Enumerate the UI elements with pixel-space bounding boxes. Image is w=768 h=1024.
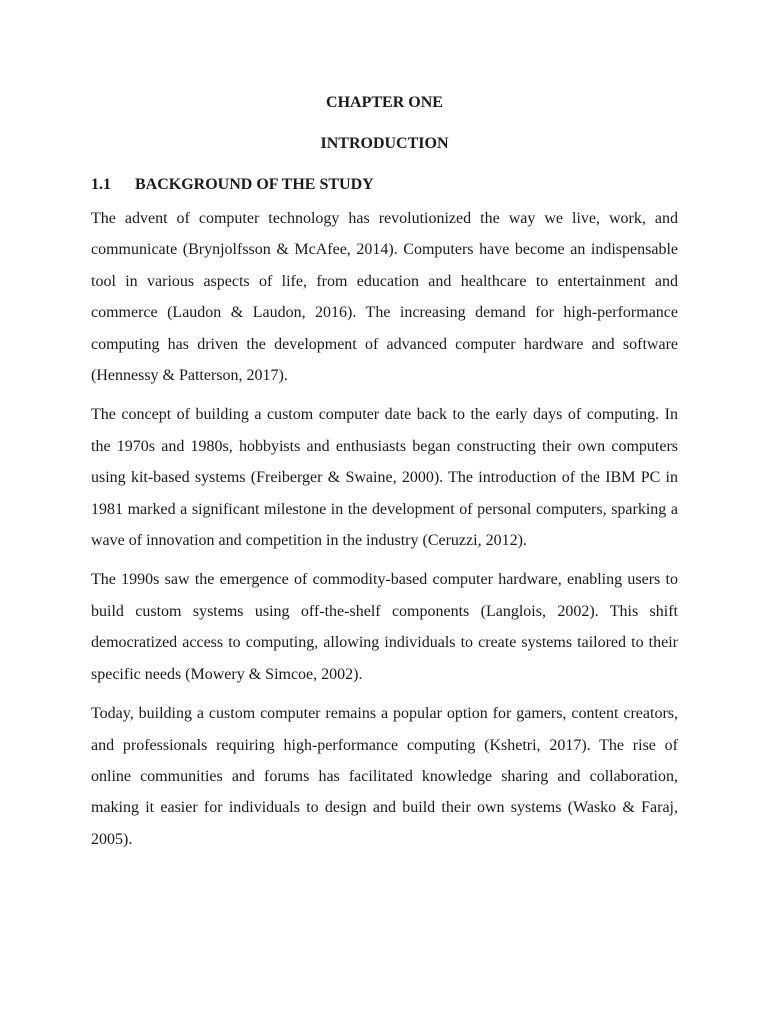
- paragraph-4: Today, building a custom computer remains a popular option for gamers, content creators, and professionals requiring high-performance computing (Kshetri, 2017). The rise of online communities and forums has facilitated knowledge sharing and collaboration, making it easier for individuals to design and build their own systems (Wasko & Faraj, 2005).: [91, 705, 678, 848]
- chapter-title: CHAPTER ONE: [326, 94, 443, 111]
- paragraph-1: The advent of computer technology has revolutionized the way we live, work, and communicate (Brynjolfsson & McAfee, 2014). Computers have become an indispensable tool in various aspects of life, from education and healthcare to entertainment and commerce (Laudon & Laudon, 2016). The increasing demand for high-performance computing has driven the development of advanced computer hardware and software (Hennessy & Patterson, 2017).: [91, 210, 678, 385]
- document-content: [91, 90, 678, 863]
- section-heading: [91, 172, 678, 198]
- section-title: BACKGROUND OF THE STUDY: [135, 176, 374, 193]
- chapter-subtitle: INTRODUCTION: [320, 135, 449, 152]
- paragraph-3: The 1990s saw the emergence of commodity-based computer hardware, enabling users to build custom systems using off-the-shelf components (Langlois, 2002). This shift democratized access to computing, allowing individuals to create systems tailored to their specific needs (Mowery & Simcoe, 2002).: [91, 571, 678, 683]
- paragraph-2: The concept of building a custom computer date back to the early days of computing. In the 1970s and 1980s, hobbyists and enthusiasts began constructing their own computers using kit-based systems (Freiberger & Swaine, 2000). The introduction of the IBM PC in 1981 marked a significant milestone in the development of personal computers, sparking a wave of innovation and competition in the industry (Ceruzzi, 2012).: [91, 406, 678, 550]
- section-number: 1.1: [91, 176, 111, 193]
